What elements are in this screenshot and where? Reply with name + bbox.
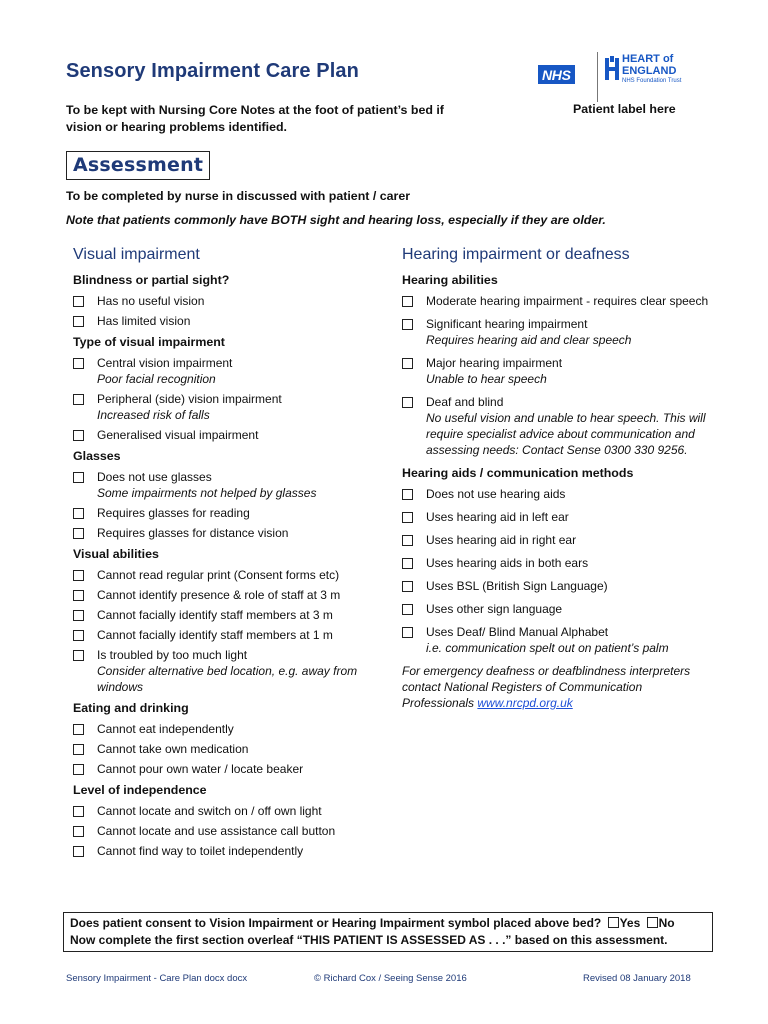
consent-instruction: Now complete the first section overleaf “THIS PATIENT IS ASSESSED AS . . .” based on this assessment. [70, 933, 668, 947]
checklist-item-text [97, 843, 378, 859]
hearing-checklist-item [402, 578, 712, 594]
checklist-item-label: Cannot take own medication [97, 742, 249, 756]
checklist-item-label: Uses hearing aid in right ear [426, 533, 577, 547]
footer-filename: Sensory Impairment - Care Plan docx docx [66, 973, 248, 984]
hearing-checklist-item [402, 486, 712, 502]
checklist-item-label: Uses BSL (British Sign Language) [426, 579, 608, 593]
checklist-item-note: i.e. communication spelt out on patient’s palm [426, 641, 669, 655]
checkbox[interactable] [402, 319, 413, 330]
checkbox[interactable] [73, 316, 84, 327]
checklist-item-text [426, 355, 712, 387]
checkbox[interactable] [73, 472, 84, 483]
visual-checklist-item [73, 567, 378, 583]
checklist-item-text [97, 761, 378, 777]
page-title: Sensory Impairment Care Plan [66, 60, 359, 82]
logo-line-2: ENGLAND [622, 65, 677, 77]
checklist-item-label: Deaf and blind [426, 395, 504, 409]
checklist-item-label: Significant hearing impairment [426, 317, 588, 331]
logos [538, 50, 728, 104]
checklist-item-label: Peripheral (side) vision impairment [97, 392, 282, 406]
consent-question: Does patient consent to Vision Impairment or Hearing Impairment symbol placed above bed? [70, 916, 602, 930]
consent-yes-label: Yes [619, 916, 641, 930]
checklist-item-label: Uses Deaf/ Blind Manual Alphabet [426, 625, 609, 639]
hearing-checklist-item [402, 601, 712, 617]
checkbox[interactable] [402, 489, 413, 500]
checklist-item-text [97, 587, 378, 603]
visual-checklist-item [73, 293, 378, 309]
checklist-item-text [426, 293, 712, 309]
heart-of-england-logo-text [622, 53, 676, 77]
logo-trust-text: NHS Foundation Trust [622, 78, 682, 84]
checklist-item-text [426, 509, 712, 525]
visual-checklist-item [73, 843, 378, 859]
checkbox[interactable] [73, 358, 84, 369]
checklist-item-text [97, 627, 378, 643]
checklist-item-label: Does not use glasses [97, 470, 212, 484]
consent-no-checkbox[interactable] [647, 917, 658, 928]
checklist-item-label: Is troubled by too much light [97, 648, 248, 662]
hearing-group-title: Hearing aids / communication methods [402, 466, 634, 480]
checklist-item-text [97, 803, 378, 819]
checklist-item-text [97, 607, 378, 623]
checkbox[interactable] [73, 650, 84, 661]
intro-text: To be kept with Nursing Core Notes at the foot of patient’s bed if vision or hearing problems identified. [66, 103, 444, 134]
checklist-item-label: Central vision impairment [97, 356, 233, 370]
hearing-checklist-item [402, 509, 712, 525]
checklist-item-text [97, 647, 378, 695]
checklist-item-text [426, 601, 712, 617]
checklist-item-label: Major hearing impairment [426, 356, 563, 370]
checklist-item-note: Some impairments not helped by glasses [97, 486, 317, 500]
checklist-item-label: Cannot facially identify staff members at 1 m [97, 628, 333, 642]
checkbox[interactable] [73, 296, 84, 307]
checkbox[interactable] [73, 764, 84, 775]
visual-checklist-item [73, 627, 378, 643]
checklist-item-label: Cannot read regular print (Consent forms etc) [97, 568, 340, 582]
checkbox[interactable] [73, 430, 84, 441]
visual-checklist-item [73, 313, 378, 329]
visual-group-title: Blindness or partial sight? [73, 273, 230, 287]
visual-checklist-item [73, 469, 378, 501]
visual-checklist-item [73, 607, 378, 623]
checkbox[interactable] [73, 610, 84, 621]
checkbox[interactable] [73, 826, 84, 837]
checklist-item-text [97, 313, 378, 329]
checkbox[interactable] [402, 397, 413, 408]
logo-line-1: HEART of [622, 53, 674, 65]
checklist-item-text [97, 391, 378, 423]
checklist-item-text [426, 316, 712, 348]
checkbox[interactable] [73, 744, 84, 755]
footer-revised: Revised 08 January 2018 [583, 973, 691, 984]
checklist-item-note: Requires hearing aid and clear speech [426, 333, 632, 347]
visual-group-title: Type of visual impairment [73, 335, 225, 349]
visual-checklist-item [73, 721, 378, 737]
visual-checklist-item [73, 505, 378, 521]
checklist-item-note: Unable to hear speech [426, 372, 547, 386]
visual-group-title: Visual abilities [73, 547, 159, 561]
checklist-item-text [426, 532, 712, 548]
checklist-item-label: Cannot locate and switch on / off own light [97, 804, 322, 818]
checklist-item-text [426, 624, 712, 656]
hearing-checklist-item [402, 624, 712, 656]
hearing-checklist-item [402, 532, 712, 548]
checklist-item-note: Increased risk of falls [97, 408, 210, 422]
checklist-item-text [97, 525, 378, 541]
visual-checklist-item [73, 427, 378, 443]
footer-copyright: © Richard Cox / Seeing Sense 2016 [314, 973, 467, 984]
checkbox[interactable] [73, 806, 84, 817]
checkbox[interactable] [402, 558, 413, 569]
hearing-group-title: Hearing abilities [402, 273, 498, 287]
checkbox[interactable] [402, 604, 413, 615]
visual-checklist-item [73, 803, 378, 819]
checkbox[interactable] [402, 581, 413, 592]
checklist-item-text [426, 578, 712, 594]
checkbox[interactable] [73, 630, 84, 641]
consent-no-label: No [658, 916, 675, 930]
checkbox[interactable] [402, 535, 413, 546]
checklist-item-text [426, 555, 712, 571]
consent-yes-checkbox[interactable] [608, 917, 619, 928]
hearing-groups [402, 272, 712, 656]
checklist-item-text [97, 741, 378, 757]
checklist-item-label: Moderate hearing impairment - requires clear speech [426, 294, 709, 308]
checklist-item-label: Cannot eat independently [97, 722, 234, 736]
checklist-item-note: Consider alternative bed location, e.g. away from windows [97, 664, 358, 694]
checklist-item-text [97, 505, 378, 521]
checkbox[interactable] [73, 724, 84, 735]
checklist-item-text [97, 823, 378, 839]
checklist-item-note: No useful vision and unable to hear speech. This will require specialist advice about communication and assessing needs: Contact Sense 0300 330 9256. [426, 411, 706, 457]
checklist-item-label: Requires glasses for distance vision [97, 526, 289, 540]
hearing-checklist-item [402, 293, 712, 309]
hearing-checklist-item [402, 555, 712, 571]
checklist-item-label: Generalised visual impairment [97, 428, 259, 442]
visual-checklist-item [73, 823, 378, 839]
checklist-item-label: Has limited vision [97, 314, 191, 328]
checklist-item-text [97, 427, 378, 443]
visual-checklist-item [73, 741, 378, 757]
emergency-interpreter-text: For emergency deafness or deafblindness interpreters contact National Registers of Communication Professionals [402, 664, 691, 710]
assessment-heading: Assessment [66, 151, 210, 180]
checklist-item-label: Uses other sign language [426, 602, 563, 616]
checklist-item-label: Cannot locate and use assistance call button [97, 824, 336, 838]
checkbox[interactable] [73, 528, 84, 539]
checklist-item-note: Poor facial recognition [97, 372, 216, 386]
hearing-checklist-item [402, 316, 712, 348]
nhs-logo: NHS [538, 65, 575, 84]
checkbox[interactable] [73, 394, 84, 405]
checklist-item-label: Uses hearing aid in left ear [426, 510, 569, 524]
checkbox[interactable] [73, 508, 84, 519]
patient-label-placeholder: Patient label here [573, 102, 676, 116]
visual-checklist-item [73, 355, 378, 387]
visual-group-title: Glasses [73, 449, 121, 463]
hearing-checklist-item [402, 394, 712, 458]
visual-checklist-item [73, 525, 378, 541]
checkbox[interactable] [402, 627, 413, 638]
checklist-item-label: Requires glasses for reading [97, 506, 250, 520]
assessment-instruction: To be completed by nurse in discussed with patient / carer [66, 189, 411, 203]
emergency-interpreter-note [402, 663, 712, 711]
checklist-item-text [97, 293, 378, 309]
checkbox[interactable] [73, 846, 84, 857]
visual-checklist-item [73, 761, 378, 777]
checklist-item-label: Cannot find way to toilet independently [97, 844, 304, 858]
checklist-item-label: Cannot facially identify staff members at 3 m [97, 608, 333, 622]
consent-question-line [70, 915, 706, 932]
checklist-item-text [97, 355, 378, 387]
visual-group-title: Eating and drinking [73, 701, 189, 715]
checklist-item-label: Has no useful vision [97, 294, 205, 308]
heart-of-england-logo-mark [604, 56, 620, 82]
visual-group-title: Level of independence [73, 783, 207, 797]
logo-divider [597, 52, 598, 102]
visual-impairment-title: Visual impairment [73, 246, 200, 263]
hearing-checklist-item [402, 355, 712, 387]
checklist-item-text [97, 567, 378, 583]
checklist-item-label: Cannot identify presence & role of staff at 3 m [97, 588, 341, 602]
checklist-item-label: Cannot pour own water / locate beaker [97, 762, 304, 776]
visual-checklist-item [73, 647, 378, 695]
checkbox[interactable] [73, 570, 84, 581]
hearing-impairment-title: Hearing impairment or deafness [402, 246, 630, 263]
checklist-item-label: Uses hearing aids in both ears [426, 556, 589, 570]
checkbox[interactable] [402, 512, 413, 523]
checklist-item-label: Does not use hearing aids [426, 487, 566, 501]
checkbox[interactable] [402, 296, 413, 307]
visual-checklist-item [73, 391, 378, 423]
checklist-item-text [97, 469, 378, 501]
consent-box [63, 912, 713, 952]
checklist-item-text [426, 486, 712, 502]
checklist-item-text [97, 721, 378, 737]
visual-impairment-column [73, 245, 378, 863]
visual-groups [73, 272, 378, 859]
visual-checklist-item [73, 587, 378, 603]
nrcpd-link[interactable]: www.nrcpd.org.uk [477, 696, 573, 710]
checkbox[interactable] [402, 358, 413, 369]
hearing-impairment-column [402, 245, 712, 711]
checklist-item-text [426, 394, 712, 458]
assessment-note: Note that patients commonly have BOTH sight and hearing loss, especially if they are older. [66, 213, 606, 227]
checkbox[interactable] [73, 590, 84, 601]
